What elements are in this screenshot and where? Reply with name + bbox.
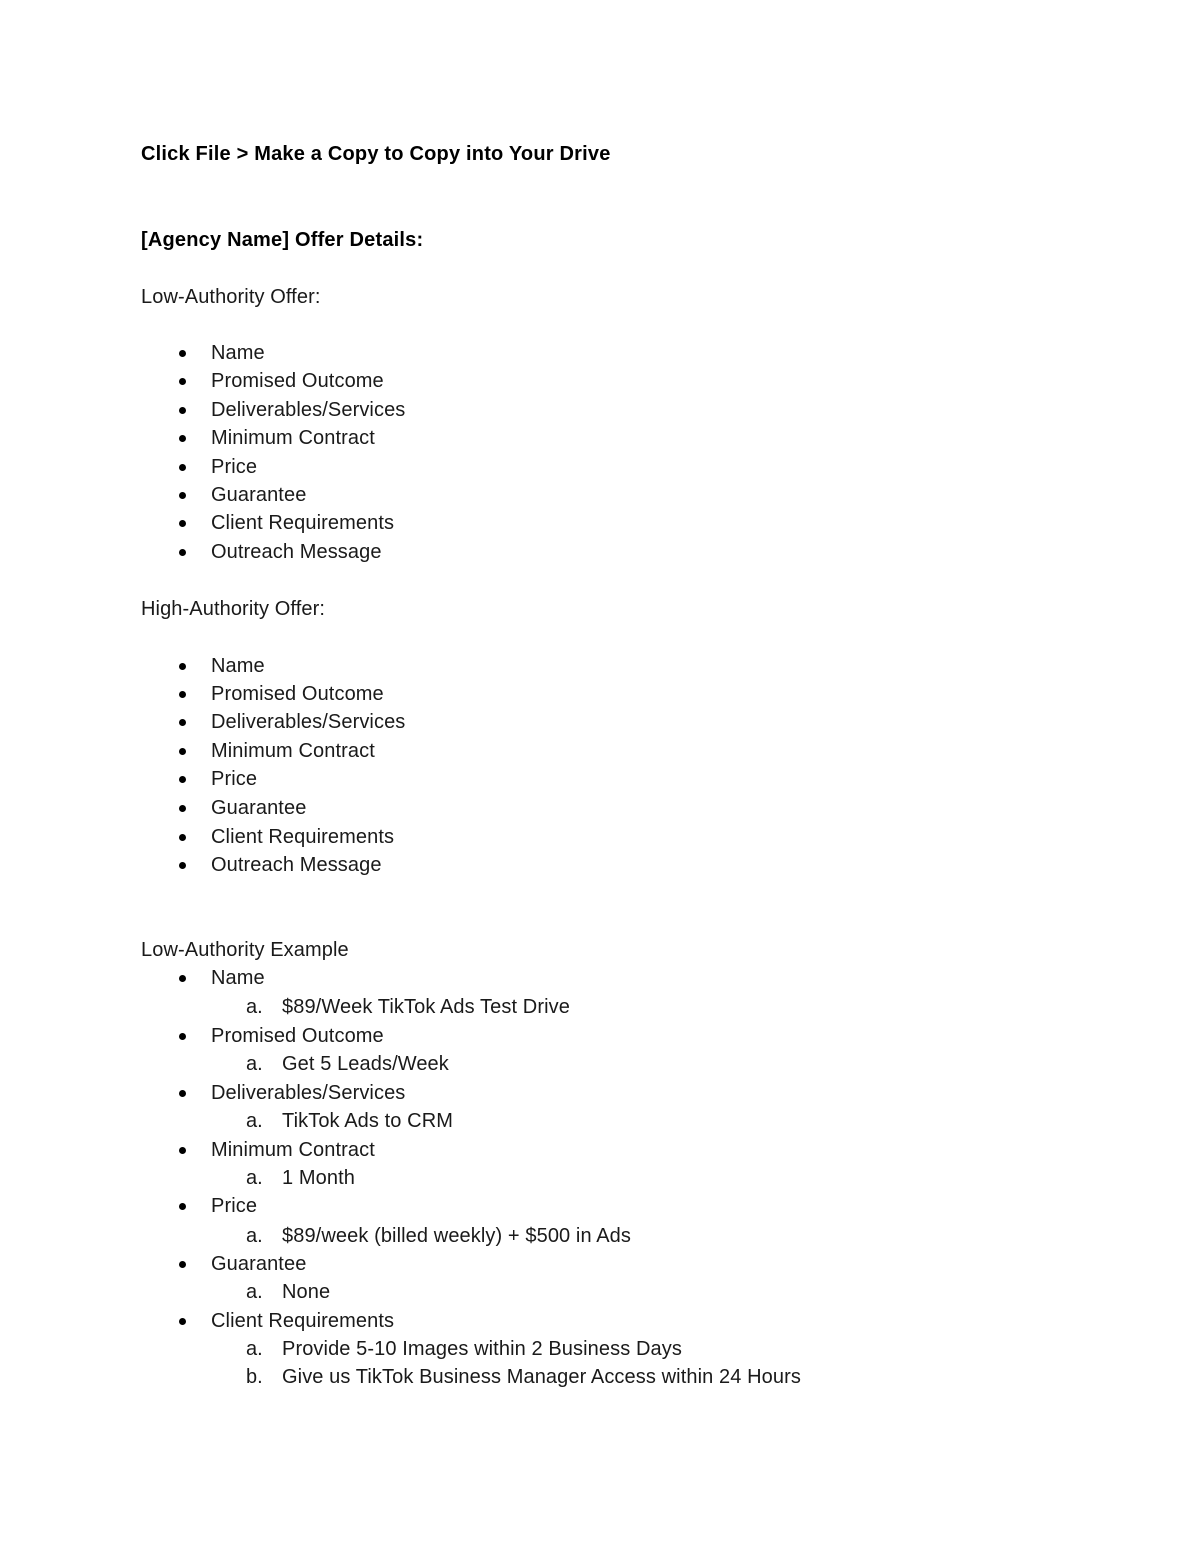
list-item: Guarantee: [211, 797, 307, 819]
sub-item-marker: a.: [246, 1225, 263, 1247]
bullet-icon: [179, 691, 186, 698]
offer-title: [Agency Name] Offer Details:: [141, 229, 424, 251]
list-item: Price: [211, 456, 258, 478]
list-item: Minimum Contract: [211, 740, 375, 762]
list-item: Outreach Message: [211, 854, 382, 876]
sub-item-marker: a.: [246, 1167, 263, 1189]
bullet-icon: [179, 834, 186, 841]
list-item: Guarantee: [211, 1253, 307, 1275]
bullet-icon: [179, 1033, 186, 1040]
sub-item-marker: a.: [246, 1110, 263, 1132]
high-authority-heading: High-Authority Offer:: [141, 598, 326, 620]
instruction-heading: Click File > Make a Copy to Copy into Your Drive: [141, 143, 611, 165]
sub-item: $89/week (billed weekly) + $500 in Ads: [282, 1225, 632, 1247]
bullet-icon: [179, 520, 186, 527]
sub-item-marker: b.: [246, 1366, 263, 1388]
bullet-icon: [179, 350, 186, 357]
bullet-icon: [179, 663, 186, 670]
list-item: Promised Outcome: [211, 683, 384, 705]
list-item: Client Requirements: [211, 826, 395, 848]
list-item: Price: [211, 1195, 258, 1217]
list-item: Minimum Contract: [211, 1139, 375, 1161]
bullet-icon: [179, 1147, 186, 1154]
list-item: Name: [211, 655, 265, 677]
list-item: Minimum Contract: [211, 427, 375, 449]
sub-item: 1 Month: [282, 1167, 355, 1189]
example-heading: Low-Authority Example: [141, 939, 349, 961]
list-item: Deliverables/Services: [211, 399, 406, 421]
bullet-icon: [179, 378, 186, 385]
list-item: Guarantee: [211, 484, 307, 506]
bullet-icon: [179, 549, 186, 556]
bullet-icon: [179, 748, 186, 755]
bullet-icon: [179, 1318, 186, 1325]
list-item: Client Requirements: [211, 512, 395, 534]
bullet-icon: [179, 435, 186, 442]
sub-item-marker: a.: [246, 1281, 263, 1303]
list-item: Promised Outcome: [211, 370, 384, 392]
list-item: Outreach Message: [211, 541, 382, 563]
list-item: Client Requirements: [211, 1310, 395, 1332]
sub-item-marker: a.: [246, 1338, 263, 1360]
bullet-icon: [179, 1261, 186, 1268]
sub-item: TikTok Ads to CRM: [282, 1110, 453, 1132]
list-item: Name: [211, 967, 265, 989]
bullet-icon: [179, 464, 186, 471]
sub-item: Provide 5-10 Images within 2 Business Days: [282, 1338, 682, 1360]
bullet-icon: [179, 805, 186, 812]
bullet-icon: [179, 492, 186, 499]
low-authority-heading: Low-Authority Offer:: [141, 286, 321, 308]
list-item: Name: [211, 342, 265, 364]
bullet-icon: [179, 776, 186, 783]
list-item: Promised Outcome: [211, 1025, 384, 1047]
bullet-icon: [179, 407, 186, 414]
sub-item: Give us TikTok Business Manager Access within 24 Hours: [282, 1366, 801, 1388]
bullet-icon: [179, 1090, 186, 1097]
list-item: Deliverables/Services: [211, 711, 406, 733]
sub-item: $89/Week TikTok Ads Test Drive: [282, 996, 570, 1018]
sub-item-marker: a.: [246, 1053, 263, 1075]
sub-item-marker: a.: [246, 996, 263, 1018]
bullet-icon: [179, 1203, 186, 1210]
bullet-icon: [179, 719, 186, 726]
sub-item: Get 5 Leads/Week: [282, 1053, 449, 1075]
list-item: Deliverables/Services: [211, 1082, 406, 1104]
bullet-icon: [179, 975, 186, 982]
bullet-icon: [179, 862, 186, 869]
sub-item: None: [282, 1281, 331, 1303]
list-item: Price: [211, 768, 258, 790]
